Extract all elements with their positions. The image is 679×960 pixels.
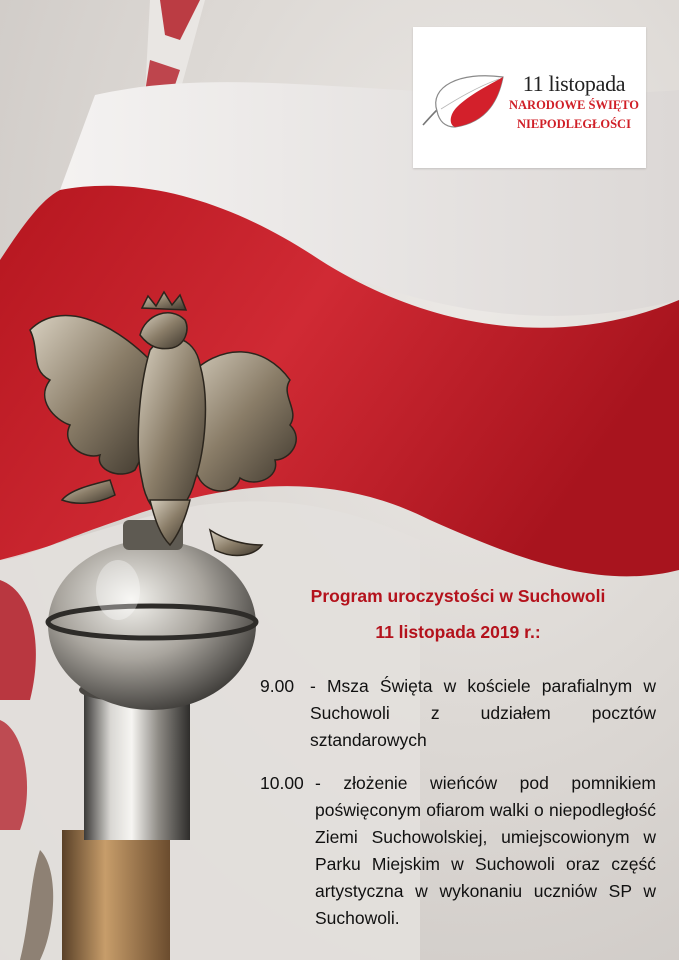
program-item-time: 9.00 (260, 676, 295, 696)
program-item-description: - Msza Święta w kościele parafialnym w Suchowoli z udziałem pocztów sztandarowych (310, 676, 656, 750)
program-item (260, 770, 656, 932)
program-title: Program uroczystości w Suchowoli (310, 586, 606, 606)
badge-holiday-line1: NARODOWE ŚWIĘTO (509, 98, 640, 112)
holiday-badge (413, 27, 646, 168)
program-date: 11 listopada 2019 r.: (375, 622, 541, 642)
program-item-description: - złożenie wieńców pod pomnikiem poświęconym ofiarom walki o niepodległość Ziemi Suchowolskiej, umiejscowionym w Parku Miejskim w Suchowoli oraz część artystyczna w wykonaniu uczniów SP w Suchowoli. (315, 773, 656, 928)
badge-holiday-line2: NIEPODLEGŁOŚCI (517, 117, 631, 131)
leaf-icon (419, 67, 509, 133)
badge-date: 11 listopada (522, 71, 626, 96)
program-item-time: 10.00 (260, 773, 304, 793)
program-item (260, 673, 656, 754)
